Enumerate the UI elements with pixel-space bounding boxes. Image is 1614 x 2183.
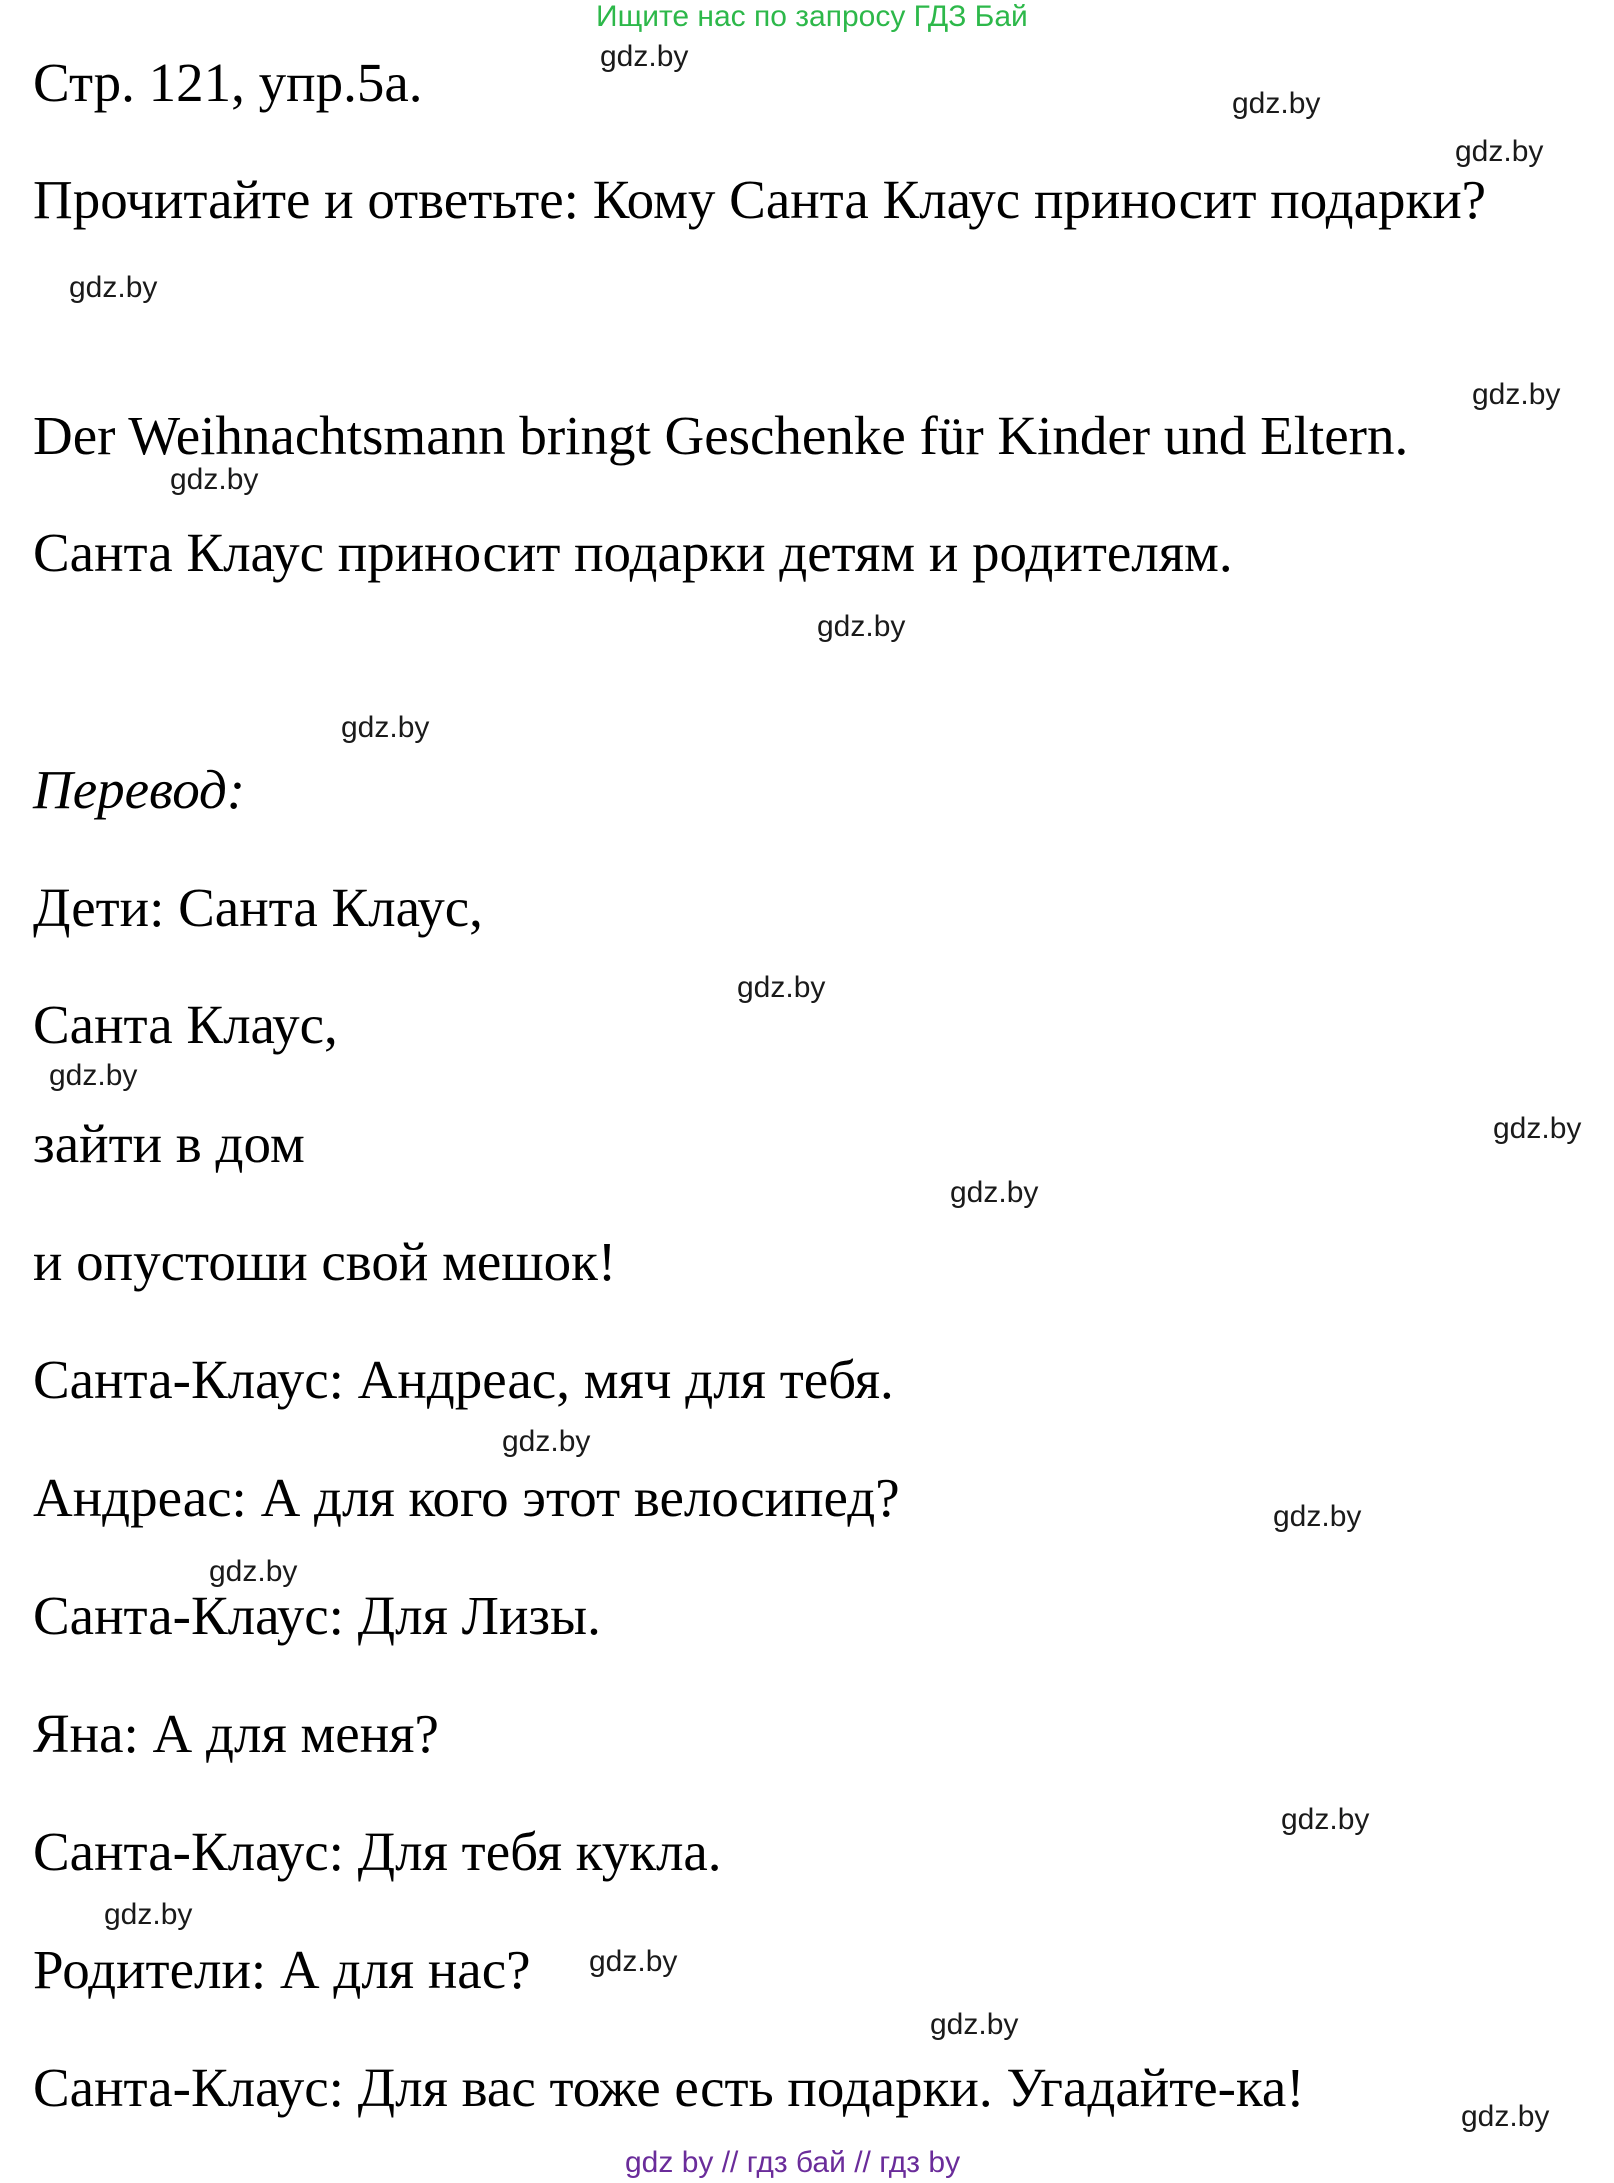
watermark: gdz.by [737,971,826,1004]
translation-line: и опустоши свой мешок! [33,1231,617,1292]
watermark: gdz.by [589,1945,678,1978]
watermark: gdz.by [1455,135,1544,168]
watermark: gdz.by [69,271,158,304]
search-banner: Ищите нас по запросу ГДЗ Бай [596,0,1028,33]
translation-heading: Перевод: [33,759,246,820]
translation-line: зайти в дом [33,1113,305,1174]
watermark: gdz.by [1232,87,1321,120]
watermark: gdz.by [1493,1112,1582,1145]
translation-line: Санта-Клаус: Для вас тоже есть подарки. Угадайте-ка! [33,2057,1305,2118]
translation-line: Андреас: А для кого этот велосипед? [33,1467,900,1528]
watermark: gdz.by [170,463,259,496]
watermark: gdz.by [502,1425,591,1458]
watermark: gdz.by [341,711,430,744]
translation-line: Санта-Клаус: Андреас, мяч для тебя. [33,1349,894,1410]
translation-line: Дети: Санта Клаус, [33,877,483,938]
answer-russian: Санта Клаус приносит подарки детям и родителям. [33,522,1233,583]
page-reference: Стр. 121, упр.5а. [33,52,423,113]
watermark: gdz.by [49,1059,138,1092]
watermark: gdz.by [1472,378,1561,411]
watermark: gdz.by [1281,1803,1370,1836]
translation-line: Санта Клаус, [33,994,338,1055]
watermark: gdz.by [209,1555,298,1588]
watermark: gdz.by [930,2008,1019,2041]
watermark: gdz.by [1461,2100,1550,2133]
task-question: Прочитайте и ответьте: Кому Санта Клаус приносит подарки? [33,169,1487,230]
translation-line: Яна: А для меня? [33,1703,439,1764]
translation-line: Родители: А для нас? [33,1939,531,2000]
watermark: gdz.by [600,40,689,73]
footer-links: gdz by // гдз бай // гдз by [625,2146,961,2179]
translation-line: Санта-Клаус: Для тебя кукла. [33,1821,722,1882]
watermark: gdz.by [1273,1500,1362,1533]
answer-german: Der Weihnachtsmann bringt Geschenke für Kinder und Eltern. [33,405,1409,466]
translation-line: Санта-Клаус: Для Лизы. [33,1585,601,1646]
watermark: gdz.by [104,1898,193,1931]
watermark: gdz.by [950,1176,1039,1209]
watermark: gdz.by [817,610,906,643]
